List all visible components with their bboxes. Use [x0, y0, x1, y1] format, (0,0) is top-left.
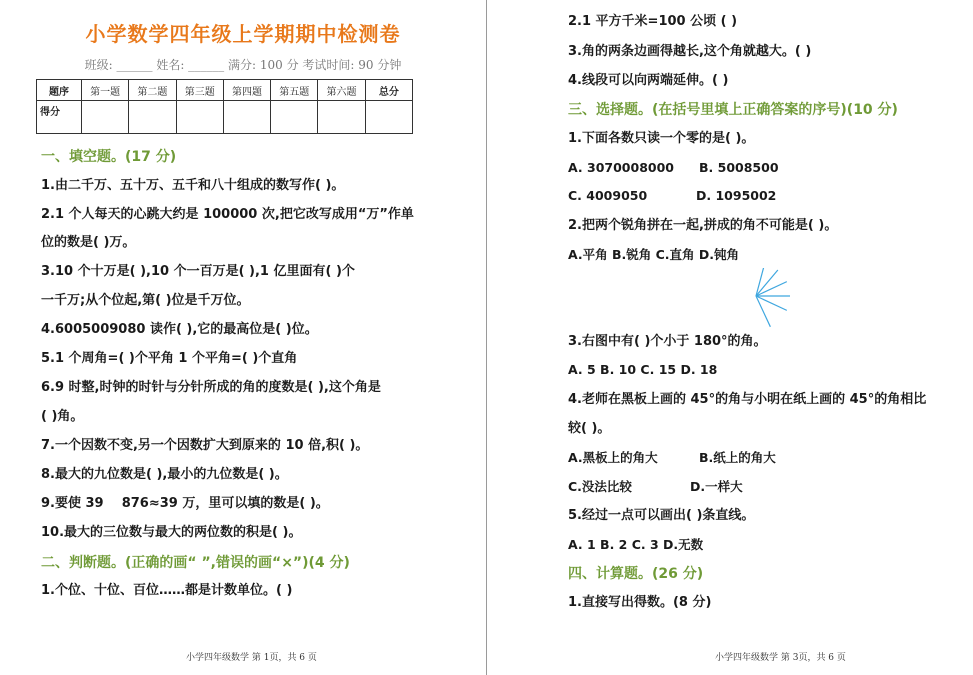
angle-ray [756, 296, 770, 327]
choice-option: C.没法比较 [568, 479, 632, 494]
choice-option: B.纸上的角大 [699, 450, 776, 465]
choice-option: A.黑板上的角大 [568, 450, 658, 465]
page-footer: 小学四年级数学 第 1页，共 6 页 [186, 653, 317, 663]
score-cell[interactable] [271, 101, 318, 134]
score-header-cell: 总分 [365, 80, 412, 101]
choice-options: A.平角 B.锐角 C.直角 D.钝角 [568, 247, 740, 262]
question-text: 1.下面各数只读一个零的是( )。 [568, 131, 755, 146]
score-header-cell: 第六题 [318, 80, 365, 101]
right-page [487, 0, 973, 675]
score-header-cell: 第二题 [129, 80, 176, 101]
exam-title: 小学数学四年级上学期期中检测卷 [85, 22, 401, 46]
score-header-cell: 题序 [37, 80, 82, 101]
question-text: 2.把两个锐角拼在一起,拼成的角不可能是( )。 [568, 218, 838, 233]
question-text: 5.1 个周角=( )个平角 1 个平角=( )个直角 [41, 351, 298, 366]
score-table-row [37, 101, 413, 134]
score-cell[interactable] [129, 101, 176, 134]
left-page [0, 0, 486, 675]
question-text: 4.线段可以向两端延伸。( ) [568, 73, 729, 88]
score-cell[interactable] [223, 101, 270, 134]
angle-rays [756, 268, 790, 327]
question-text: 位的数是( )万。 [41, 235, 136, 250]
question-text: 1.个位、十位、百位……都是计数单位。( ) [41, 583, 293, 598]
question-text: 3.角的两条边画得越长,这个角就越大。( ) [568, 44, 812, 59]
score-header-cell: 第一题 [82, 80, 129, 101]
section-title-multiple-choice: 三、选择题。(在括号里填上正确答案的序号)(10 分) [568, 102, 898, 118]
question-text: 6.9 时整,时钟的时针与分针所成的角的度数是( ),这个角是 [41, 380, 381, 395]
choice-options: A. 1 B. 2 C. 3 D.无数 [568, 537, 704, 552]
angle-rays-figure [753, 268, 813, 328]
angle-ray [756, 296, 787, 310]
question-text: 10.最大的三位数与最大的两位数的积是( )。 [41, 525, 302, 540]
score-cell[interactable] [365, 101, 412, 134]
question-text: 3.右图中有( )个小于 180°的角。 [568, 334, 767, 349]
question-text: 4.6005009080 读作( ),它的最高位是( )位。 [41, 322, 318, 337]
score-row-label: 得分 [37, 101, 82, 134]
choice-option: C. 4009050 [568, 188, 648, 203]
score-header-cell: 第三题 [176, 80, 223, 101]
section-title-fill-in: 一、填空题。(17 分) [41, 149, 177, 165]
choice-option: D.一样大 [690, 479, 743, 494]
score-cell[interactable] [82, 101, 129, 134]
question-text: 2.1 平方千米=100 公顷 ( ) [568, 14, 738, 29]
choice-option: B. 5008500 [699, 160, 779, 175]
question-text: 1.直接写出得数。(8 分) [568, 595, 712, 610]
question-text: 7.一个因数不变,另一个因数扩大到原来的 10 倍,积( )。 [41, 438, 369, 453]
question-text: 3.10 个十万是( ),10 个一百万是( ),1 亿里面有( )个 [41, 264, 355, 279]
question-text: 2.1 个人每天的心跳大约是 100000 次,把它改写成用“万”作单 [41, 207, 414, 222]
angle-ray [756, 268, 765, 296]
exam-info-line: 班级: ______ 姓名: ______ 满分: 100 分 考试时间: 90 分钟 [84, 58, 402, 72]
question-text: ( )角。 [41, 409, 84, 424]
section-title-calculation: 四、计算题。(26 分) [568, 566, 704, 582]
question-text: 8.最大的九位数是( ),最小的九位数是( )。 [41, 467, 288, 482]
score-header-cell: 第五题 [271, 80, 318, 101]
score-cell[interactable] [176, 101, 223, 134]
choice-option: D. 1095002 [696, 188, 777, 203]
score-table [36, 79, 413, 134]
question-text: 1.由二千万、五十万、五千和八十组成的数写作( )。 [41, 178, 345, 193]
choice-options: A. 5 B. 10 C. 15 D. 18 [568, 362, 718, 377]
score-table-header-row [37, 80, 413, 101]
question-text: 9.要使 39 876≈39 万，里可以填的数是( )。 [41, 496, 329, 511]
page-footer: 小学四年级数学 第 3页，共 6 页 [715, 653, 846, 663]
question-text: 一千万;从个位起,第( )位是千万位。 [41, 293, 250, 308]
question-text: 较( )。 [568, 421, 611, 436]
score-header-cell: 第四题 [223, 80, 270, 101]
choice-option: A. 3070008000 [568, 160, 674, 175]
angle-ray [756, 282, 787, 296]
question-text: 5.经过一点可以画出( )条直线。 [568, 508, 755, 523]
score-cell[interactable] [318, 101, 365, 134]
question-text: 4.老师在黑板上画的 45°的角与小明在纸上画的 45°的角相比 [568, 392, 927, 407]
section-title-true-false: 二、判断题。(正确的画“ ”,错误的画“×”)(4 分) [41, 555, 350, 571]
